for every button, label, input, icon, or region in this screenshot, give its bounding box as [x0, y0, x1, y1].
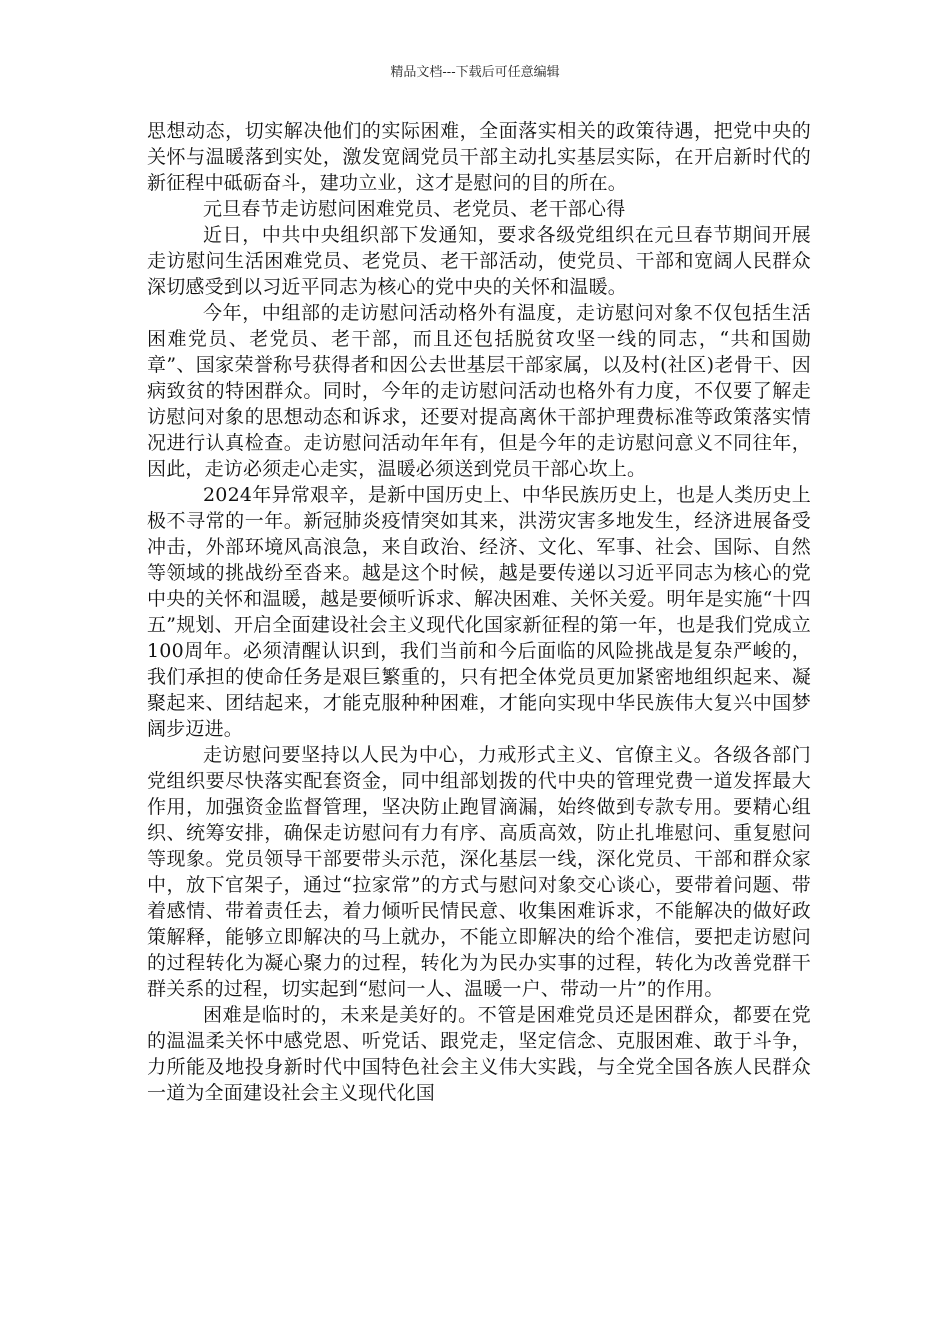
paragraph-continued: 思想动态，切实解决他们的实际困难，全面落实相关的政策待遇，把党中央的关怀与温暖落到实处，激发宽阔党员干部主动扎实基层实际，在开启新时代的新征程中砥砺奋斗，建功立业，这才是慰问的目的所在。 — [147, 120, 811, 194]
paragraph: 2024年异常艰辛，是新中国历史上、中华民族历史上，也是人类历史上极不寻常的一年。新冠肺炎疫情突如其来，洪涝灾害多地发生，经济进展备受冲击，外部环境风高浪急，来自政治、经济、文化、军事、社会、国际、自然等领域的挑战纷至沓来。越是这个时候，越是要传递以习近平同志为核心的党中央的关怀和温暖，越是要倾听诉求、解决困难、关怀关爱。明年是实施“十四五”规划、开启全面建设社会主义现代化国家新征程的第一年，也是我们党成立100周年。必须清醒认识到，我们当前和今后面临的风险挑战是复杂严峻的，我们承担的使命任务是艰巨繁重的，只有把全体党员更加紧密地组织起来、凝聚起来、团结起来，才能克服种种困难，才能向实现中华民族伟大复兴中国梦阔步迈进。 — [147, 484, 811, 740]
paragraph: 近日，中共中央组织部下发通知，要求各级党组织在元旦春节期间开展走访慰问生活困难党员、老党员、老干部活动，使党员、干部和宽阔人民群众深切感受到以习近平同志为核心的党中央的关怀和温暖。 — [147, 224, 811, 298]
paragraph: 今年，中组部的走访慰问活动格外有温度，走访慰问对象不仅包括生活困难党员、老党员、老干部，而且还包括脱贫攻坚一线的同志，“共和国勋章”、国家荣誉称号获得者和因公去世基层干部家属，以及村(社区)老骨干、因病致贫的特困群众。同时，今年的走访慰问活动也格外有力度，不仅要了解走访慰问对象的思想动态和诉求，还要对提高离休干部护理费标准等政策落实情况进行认真检查。走访慰问活动年年有，但是今年的走访慰问意义不同往年，因此，走访必须走心走实，温暖必须送到党员干部心坎上。 — [147, 302, 811, 480]
paragraph: 走访慰问要坚持以人民为中心，力戒形式主义、官僚主义。各级各部门党组织要尽快落实配套资金，同中组部划拨的代中央的管理党费一道发挥最大作用，加强资金监督管理，坚决防止跑冒滴漏，始终做到专款专用。要精心组织、统筹安排，确保走访慰问有力有序、高质高效，防止扎堆慰问、重复慰问等现象。党员领导干部要带头示范，深化基层一线，深化党员、干部和群众家中，放下官架子，通过“拉家常”的方式与慰问对象交心谈心，要带着问题、带着感情、带着责任去，着力倾听民情民意、收集困难诉求，不能解决的做好政策解释，能够立即解决的马上就办，不能立即解决的给个准信，要把走访慰问的过程转化为凝心聚力的过程，转化为为民办实事的过程，转化为改善党群干群关系的过程，切实起到“慰问一人、温暖一户、带动一片”的作用。 — [147, 744, 811, 1000]
paragraph: 困难是临时的，未来是美好的。不管是困难党员还是困群众，都要在党的温温柔关怀中感党恩、听党话、跟党走，坚定信念、克服困难、敢于斗争，力所能及地投身新时代中国特色社会主义伟大实践，与全党全国各族人民群众一道为全面建设社会主义现代化国 — [147, 1004, 811, 1104]
section-title: 元旦春节走访慰问困难党员、老党员、老干部心得 — [203, 198, 626, 220]
page-header: 精品文档---下载后可任意编辑 — [390, 65, 560, 80]
document-body — [147, 118, 811, 1106]
